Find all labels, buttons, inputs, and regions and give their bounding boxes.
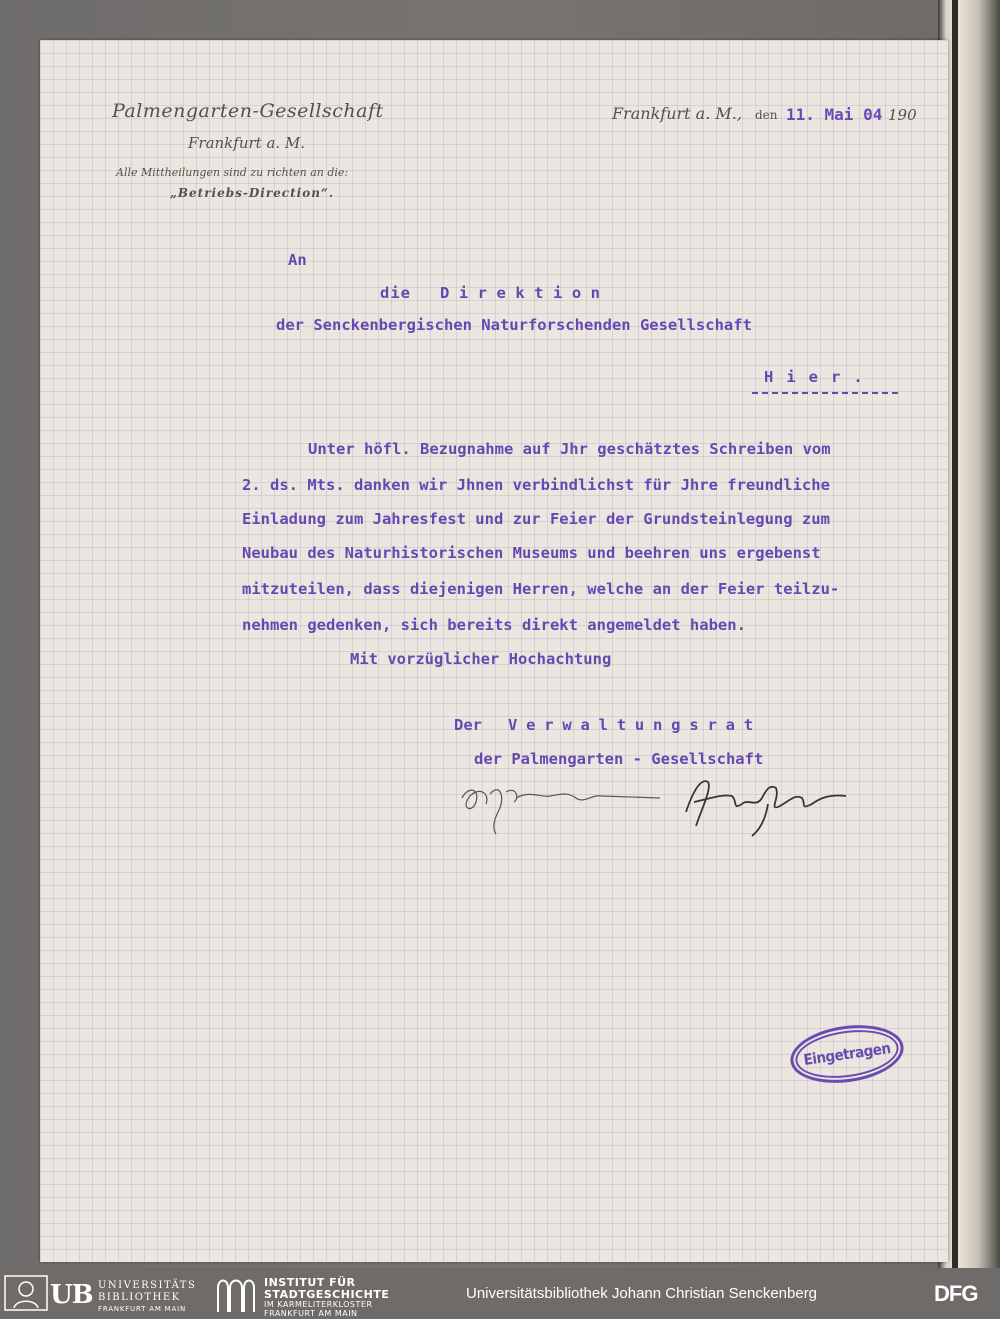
closing-salutation: Mit vorzüglicher Hochachtung (350, 650, 612, 668)
address-direktion: Direktion (440, 284, 610, 302)
footer-library-name: Universitätsbibliothek Johann Christian Senckenberg (466, 1285, 818, 1302)
isg-line-3: IM KARMELITERKLOSTER (264, 1300, 373, 1309)
date-typed: 11. Mai 04 (786, 105, 883, 124)
isg-line-2: STADTGESCHICHTE (264, 1288, 390, 1301)
handwritten-signatures (450, 768, 850, 838)
body-line: mitzuteilen, dass diejenigen Herren, welche an der Feier teilzu- (242, 580, 840, 598)
spine-shadow (952, 0, 958, 1268)
isg-line-4: FRANKFURT AM MAIN (264, 1309, 358, 1318)
body-line: Neubau des Naturhistorischen Museums und beehren uns ergebenst (242, 544, 821, 562)
ub-line-3: FRANKFURT AM MAIN (98, 1305, 187, 1313)
dfg-logo: DFG (934, 1281, 978, 1306)
sender-title: Verwaltungsrat (508, 716, 762, 734)
body-line: nehmen gedenken, sich bereits direkt angemeldet haben. (242, 616, 746, 634)
letterhead-city: Frankfurt a. M. (188, 134, 306, 152)
hier-underline (752, 392, 898, 394)
registered-stamp (787, 1018, 908, 1089)
letterhead-note: Alle Mittheilungen sind zu richten an die: (116, 166, 349, 179)
ub-line-2: BIBLIOTHEK (98, 1292, 181, 1303)
date-den: den (755, 108, 778, 122)
letter-paper (40, 40, 948, 1262)
ub-portrait-logo-icon (4, 1275, 48, 1311)
footer-bar (0, 1268, 1000, 1319)
date-city: Frankfurt a. M., (612, 104, 742, 123)
ub-line-1: UNIVERSITÄTS (98, 1280, 197, 1291)
body-line: 2. ds. Mts. danken wir Jhnen verbindlichst für Jhre freundliche (242, 476, 830, 494)
stamp-text: Eingetragen (802, 1039, 892, 1069)
address-organization: der Senckenbergischen Naturforschenden Gesellschaft (276, 316, 752, 334)
address-an: An (288, 251, 307, 269)
date-year: 190 (888, 106, 917, 124)
sender-der: Der (454, 716, 482, 734)
body-line: Unter höfl. Bezugnahme auf Jhr geschätztes Schreiben vom (308, 440, 831, 458)
address-hier: Hier. (764, 368, 876, 386)
sender-organization: der Palmengarten - Gesellschaft (474, 750, 764, 768)
address-die: die (380, 284, 411, 302)
letterhead-direction: „Betriebs-Direction“. (170, 186, 335, 200)
isg-arches-logo-icon (214, 1274, 258, 1314)
isg-line-1: INSTITUT FÜR (264, 1276, 356, 1289)
body-line: Einladung zum Jahresfest und zur Feier der Grundsteinlegung zum (242, 510, 830, 528)
ub-abbreviation: UB (50, 1280, 93, 1310)
letterhead-company: Palmengarten-Gesellschaft (112, 100, 384, 122)
